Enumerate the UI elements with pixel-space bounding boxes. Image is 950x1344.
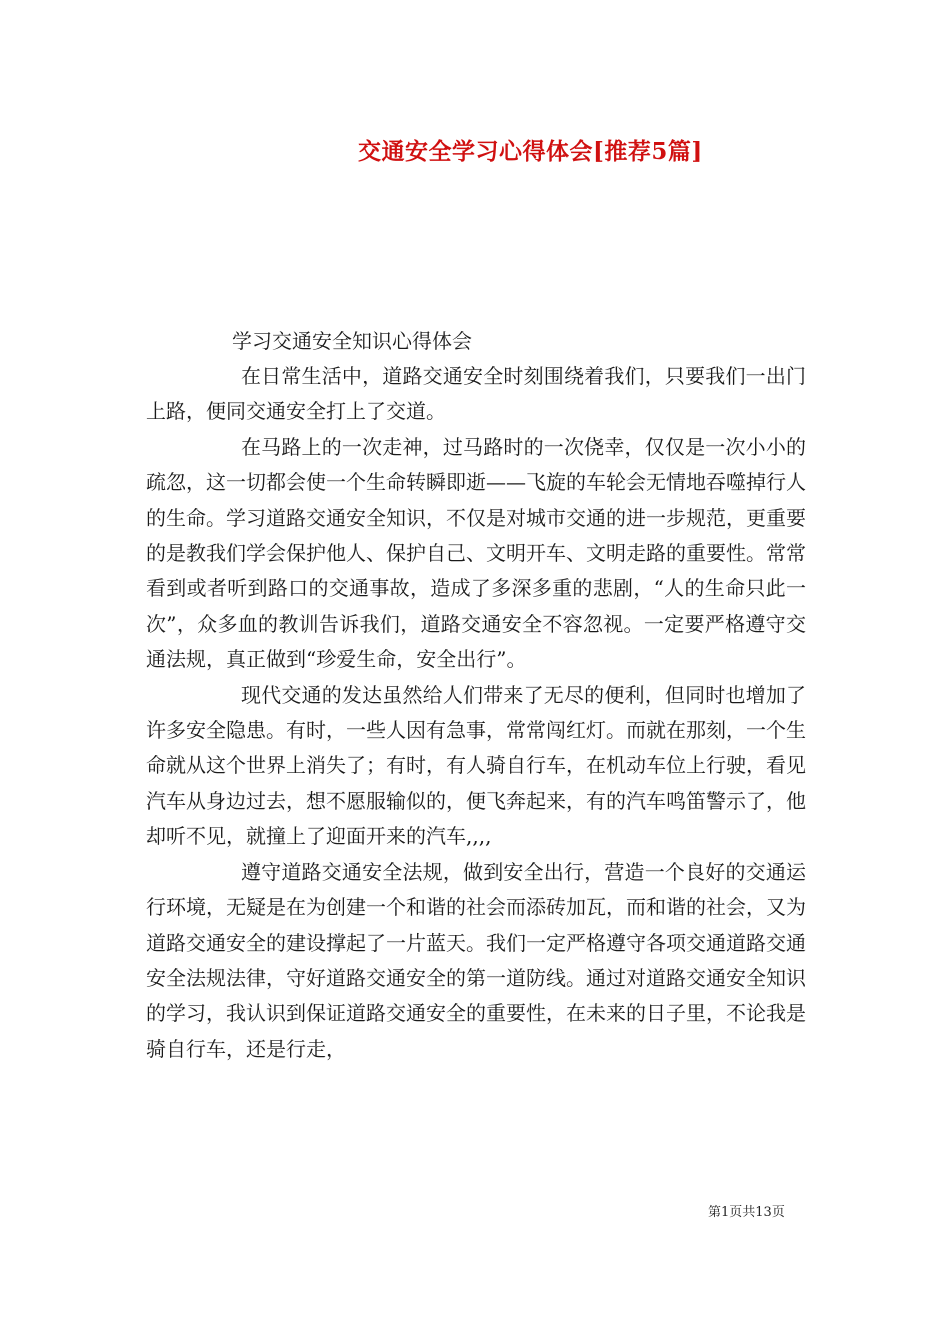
body-paragraph: 现代交通的发达虽然给人们带来了无尽的便利，但同时也增加了许多安全隐患。有时，一些人因有急事，常常闯红灯。而就在那刻，一个生命就从这个世界上消失了；有时，有人骑自行车，在机动车位上行驶，看见汽车从身边过去，想不愿服输似的，便飞奔起来，有的汽车鸣笛警示了，他却听不见，就撞上了迎面开来的汽车,,,,	[146, 682, 806, 849]
section-subtitle: 学习交通安全知识心得体会	[232, 329, 472, 353]
body-paragraph: 在马路上的一次走神，过马路时的一次侥幸，仅仅是一次小小的疏忽，这一切都会使一个生命转瞬即逝——飞旋的车轮会无情地吞噬掉行人的生命。学习道路交通安全知识，不仅是对城市交通的进一步规范，更重要的是教我们学会保护他人、保护自己、文明开车、文明走路的重要性。常常看到或者听到路口的交通事故，造成了多深多重的悲剧，“人的生命只此一次”，众多血的教训告诉我们，道路交通安全不容忽视。一定要严格遵守交通法规，真正做到“珍爱生命，安全出行”。	[146, 434, 806, 672]
body-paragraph: 在日常生活中，道路交通安全时刻围绕着我们，只要我们一出门上路，便同交通安全打上了交道。	[146, 364, 806, 424]
body-paragraph: 遵守道路交通安全法规，做到安全出行，营造一个良好的交通运行环境，无疑是在为创建一个和谐的社会而添砖加瓦，而和谐的社会，又为道路交通安全的建设撑起了一片蓝天。我们一定严格遵守各项交通道路交通安全法规法律，守好道路交通安全的第一道防线。通过对道路交通安全知识的学习，我认识到保证道路交通安全的重要性，在未来的日子里，不论我是骑自行车，还是行走，	[146, 859, 806, 1061]
page-number: 第1页共13页	[708, 1205, 785, 1220]
document-title: 交通安全学习心得体会[推荐5篇]	[358, 138, 703, 165]
document-body	[146, 324, 806, 1067]
